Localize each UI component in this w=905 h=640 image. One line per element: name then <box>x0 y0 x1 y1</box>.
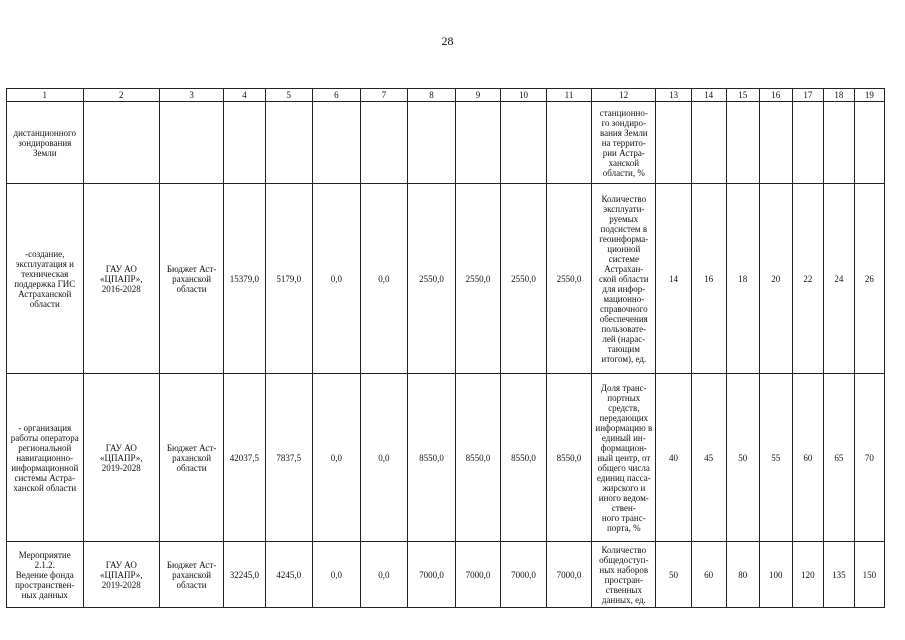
cell-target: 60 <box>792 374 823 542</box>
cell-value: 15379,0 <box>224 184 265 374</box>
cell-value: 0,0 <box>313 542 361 608</box>
cell-target <box>726 102 759 184</box>
cell-value: 7000,0 <box>501 542 547 608</box>
cell-target: 60 <box>691 542 726 608</box>
cell-executor: ГАУ АО «ЦПАПР», 2019-2028 <box>83 374 160 542</box>
cell-target: 22 <box>792 184 823 374</box>
column-header: 5 <box>265 89 313 102</box>
cell-value <box>408 102 456 184</box>
column-header: 4 <box>224 89 265 102</box>
cell-target: 16 <box>691 184 726 374</box>
cell-target: 50 <box>726 374 759 542</box>
cell-executor <box>83 102 160 184</box>
cell-target: 24 <box>823 184 854 374</box>
cell-value: 32245,0 <box>224 542 265 608</box>
cell-description: - организация работы оператора региональной навигационно- информационной системы Астра- ханской области <box>7 374 84 542</box>
column-header: 7 <box>360 89 408 102</box>
column-header: 14 <box>691 89 726 102</box>
cell-description: -создание, эксплуатация и техническая поддержка ГИС Астраханской области <box>7 184 84 374</box>
cell-target: 70 <box>854 374 884 542</box>
cell-indicator: Доля транс- портных средств, передающих информацию в единый ин- формацион- ный центр, от общего числа единиц пасса- жирского и иного ведом- ствен- ного транс- порта, % <box>592 374 656 542</box>
table-row <box>7 542 885 608</box>
cell-description: Мероприятие 2.1.2. Ведение фонда пространствен- ных данных <box>7 542 84 608</box>
cell-value: 8550,0 <box>501 374 547 542</box>
cell-target: 150 <box>854 542 884 608</box>
column-header: 11 <box>546 89 592 102</box>
cell-value: 42037,5 <box>224 374 265 542</box>
column-header: 1 <box>7 89 84 102</box>
cell-value <box>313 102 361 184</box>
cell-target: 55 <box>759 374 792 542</box>
cell-target: 45 <box>691 374 726 542</box>
column-header: 2 <box>83 89 160 102</box>
cell-value: 7837,5 <box>265 374 313 542</box>
cell-value <box>360 102 408 184</box>
cell-indicator: Количество общедоступ- ных наборов простран- ственных данных, ед. <box>592 542 656 608</box>
cell-indicator: Количество эксплуати- руемых подсистем в геоинформа- ционной системе Астрахан- ской области для инфор- мационно- справочного обеспечения пользовате- лей (нарас- тающим итогом), ед. <box>592 184 656 374</box>
cell-description: дистанционного зондирования Земли <box>7 102 84 184</box>
cell-source: Бюджет Аст- раханской области <box>160 184 224 374</box>
header-row <box>7 89 885 102</box>
column-header: 15 <box>726 89 759 102</box>
cell-value: 2550,0 <box>501 184 547 374</box>
cell-value: 8550,0 <box>455 374 501 542</box>
cell-target <box>792 102 823 184</box>
page-number: 28 <box>441 34 454 48</box>
column-header: 8 <box>408 89 456 102</box>
cell-target <box>854 102 884 184</box>
cell-value: 7000,0 <box>546 542 592 608</box>
cell-indicator: станционно- го зондиро- вания Земли на террито- рии Астра- ханской области, % <box>592 102 656 184</box>
cell-value: 0,0 <box>360 374 408 542</box>
cell-target <box>823 102 854 184</box>
cell-target <box>759 102 792 184</box>
cell-value: 7000,0 <box>455 542 501 608</box>
column-header: 10 <box>501 89 547 102</box>
column-header: 3 <box>160 89 224 102</box>
cell-target <box>691 102 726 184</box>
cell-value <box>546 102 592 184</box>
cell-value: 5179,0 <box>265 184 313 374</box>
cell-target: 65 <box>823 374 854 542</box>
cell-value: 2550,0 <box>408 184 456 374</box>
column-header: 6 <box>313 89 361 102</box>
cell-value <box>455 102 501 184</box>
cell-target: 135 <box>823 542 854 608</box>
cell-value <box>265 102 313 184</box>
data-table <box>6 88 885 608</box>
cell-value: 2550,0 <box>455 184 501 374</box>
table-row <box>7 184 885 374</box>
column-header: 16 <box>759 89 792 102</box>
column-header: 9 <box>455 89 501 102</box>
column-header: 12 <box>592 89 656 102</box>
cell-value <box>224 102 265 184</box>
table-row <box>7 374 885 542</box>
cell-target: 14 <box>656 184 691 374</box>
column-header: 17 <box>792 89 823 102</box>
cell-value: 0,0 <box>313 184 361 374</box>
cell-executor: ГАУ АО «ЦПАПР», 2016-2028 <box>83 184 160 374</box>
cell-target: 26 <box>854 184 884 374</box>
cell-target <box>656 102 691 184</box>
cell-target: 80 <box>726 542 759 608</box>
column-header: 18 <box>823 89 854 102</box>
cell-source <box>160 102 224 184</box>
cell-source: Бюджет Аст- раханской области <box>160 542 224 608</box>
cell-value: 7000,0 <box>408 542 456 608</box>
cell-value: 8550,0 <box>408 374 456 542</box>
cell-target: 120 <box>792 542 823 608</box>
cell-source: Бюджет Аст- раханской области <box>160 374 224 542</box>
cell-value: 2550,0 <box>546 184 592 374</box>
cell-target: 18 <box>726 184 759 374</box>
cell-executor: ГАУ АО «ЦПАПР», 2019-2028 <box>83 542 160 608</box>
cell-target: 20 <box>759 184 792 374</box>
table-row <box>7 102 885 184</box>
cell-value: 8550,0 <box>546 374 592 542</box>
column-header: 19 <box>854 89 884 102</box>
cell-value: 0,0 <box>360 542 408 608</box>
cell-target: 100 <box>759 542 792 608</box>
cell-target: 50 <box>656 542 691 608</box>
cell-value: 0,0 <box>313 374 361 542</box>
cell-value: 0,0 <box>360 184 408 374</box>
cell-target: 40 <box>656 374 691 542</box>
column-header: 13 <box>656 89 691 102</box>
cell-value: 4245,0 <box>265 542 313 608</box>
cell-value <box>501 102 547 184</box>
